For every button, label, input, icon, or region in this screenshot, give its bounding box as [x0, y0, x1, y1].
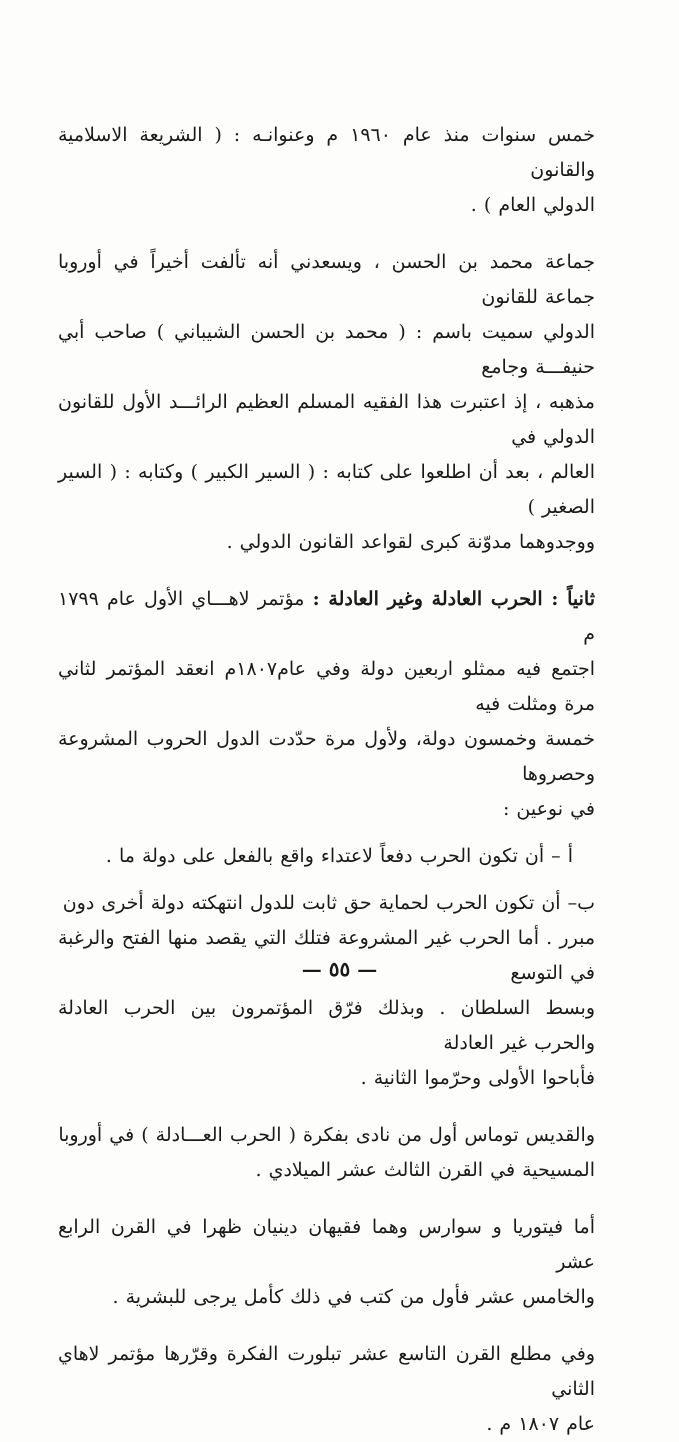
text-line: خمسة وخمسون دولة، ولأول مرة حدّدت الدول الحروب المشروعة وحصروها: [58, 728, 595, 785]
page-number: — ٥٥ —: [301, 957, 378, 981]
text-line: العالم ، بعد أن اطلعوا على كتابه : ( السير الكبير ) وكتابه : ( السير الصغير ): [58, 461, 595, 518]
text-line: المسيحية في القرن الثالث عشر الميلادي .: [255, 1159, 595, 1181]
text-line: وبسط السلطان . وبذلك فرّق المؤتمرون بين الحرب العادلة والحرب غير العادلة: [58, 997, 595, 1054]
paragraph-3: [58, 582, 595, 827]
paragraph-8: [58, 1337, 595, 1442]
text-line: ب– أن تكون الحرب لحماية حق ثابت للدول انتهكته دولة أخرى دون: [62, 892, 595, 914]
text-line: عام ١٨٠٧ م .: [486, 1413, 595, 1435]
text-line: فأباحوا الأولى وحرّموا الثانية .: [360, 1067, 595, 1089]
text-line: والقديس توماس أول من نادى بفكرة ( الحرب العـــادلة ) في أوروبا: [58, 1124, 595, 1146]
text-line: مبرر . أما الحرب غير المشروعة فتلك التي يقصد منها الفتح والرغبة في التوسع: [58, 927, 595, 984]
text-line: مذهبه ، إذ اعتبرت هذا الفقيه المسلم العظيم الرائـــد الأول للقانون الدولي في: [58, 391, 595, 448]
text-line: وفي مطلع القرن التاسع عشر تبلورت الفكرة وقرّرها مؤتمر لاهاي الثاني: [58, 1343, 595, 1400]
paragraph-6: [58, 1118, 595, 1188]
text-line: ووجدوهما مدوّنة كبرى لقواعد القانون الدولي .: [226, 531, 595, 553]
list-item-a: [58, 839, 595, 874]
text-line: خمس سنوات منذ عام ١٩٦٠ م وعنوانـه : ( الشريعة الاسلامية والقانون: [58, 124, 595, 181]
text-line: أ – أن تكون الحرب دفعاً لاعتداء واقع بالفعل على دولة ما .: [105, 845, 573, 867]
text-line: اجتمع فيه ممثلو اربعين دولة وفي عام١٨٠٧م انعقد المؤتمر لثاني مرة ومثلت فيه: [58, 658, 595, 715]
paragraph-1: [58, 118, 595, 223]
text-line: والخامس عشر فأول من كتب في ذلك كأمل يرجى للبشرية .: [112, 1286, 595, 1308]
text-line: أما فيتوريا و سوارس وهما فقيهان دينيان ظهرا في القرن الرابع عشر: [58, 1216, 595, 1273]
text-line: الدولي سميت باسم : ( محمد بن الحسن الشيباني ) صاحب أبي حنيفـــة وجامع: [58, 321, 595, 378]
paragraph-2: [58, 245, 595, 560]
list-item-b: [58, 886, 595, 1096]
text-line: جماعة محمد بن الحسن ، ويسعدني أنه تألفت أخيراً في أوروبا جماعة للقانون: [58, 251, 595, 308]
text-line: [58, 582, 595, 652]
text-line: الدولي العام ) .: [470, 194, 595, 216]
paragraph-7: [58, 1210, 595, 1315]
text-line: في نوعين :: [502, 798, 595, 820]
text-fragment: مؤتمر لاهـــاي الأول عام ١٧٩٩ م: [58, 588, 595, 645]
section-heading: ثانياً : الحرب العادلة وغير العادلة :: [312, 588, 595, 610]
